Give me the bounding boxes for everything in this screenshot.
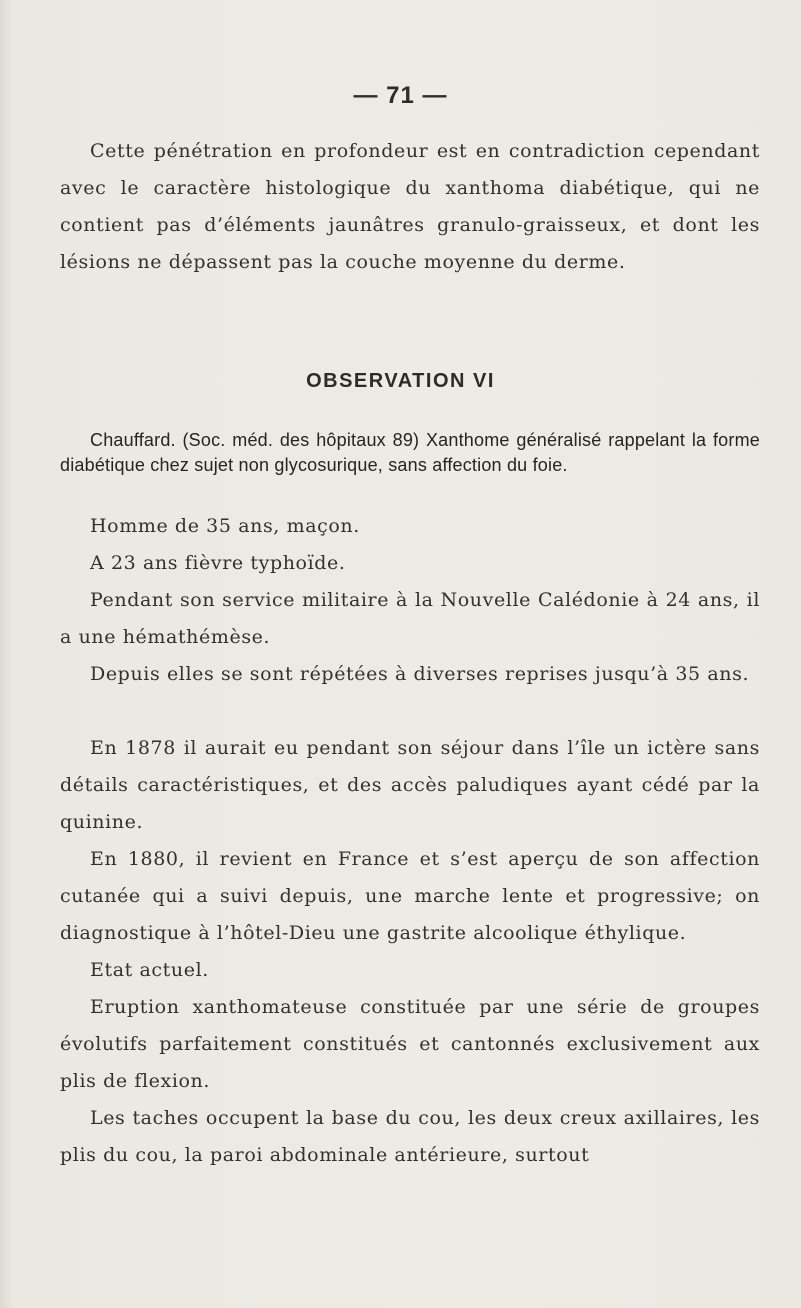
body-paragraph-taches: Les taches occupent la base du cou, les deux creux axillaires, les plis du cou, la paroi abdominale antérieure, surtout	[60, 1107, 760, 1166]
body-paragraph-service: Pendant son service militaire à la Nouvelle Calédonie à 24 ans, il a une hémathémèse.	[60, 589, 760, 648]
body-paragraph-1878: En 1878 il aurait eu pendant son séjour dans l’île un ictère sans détails caractéristiques, et des accès paludiques ayant cédé par la quinine.	[60, 737, 760, 833]
body-line-age: Homme de 35 ans, maçon.	[90, 515, 360, 537]
body-paragraph-eruption: Eruption xanthomateuse constituée par une série de groupes évolutifs parfaitement constitués et cantonnés exclusivement aux plis de flexion.	[60, 996, 760, 1092]
body-line-etat-actuel: Etat actuel.	[90, 959, 209, 981]
body-paragraph-1880: En 1880, il revient en France et s’est aperçu de son affection cutanée qui a suivi depuis, une marche lente et progressive; on diagnostique à l’hôtel-Dieu une gastrite alcoolique éthylique.	[60, 848, 760, 944]
body-line-typhoid: A 23 ans fièvre typhoïde.	[90, 552, 346, 574]
page-number: — 71 —	[353, 82, 448, 109]
paragraph-contradiction: Cette pénétration en profondeur est en contradiction cependant avec le caractère histologique du xanthoma diabétique, qui ne contient pas d’éléments jaunâtres granulo-graisseux, et dont les lésions ne dépassent pas la couche moyenne du derme.	[60, 140, 760, 273]
body-paragraph-repeated: Depuis elles se sont répétées à diverses reprises jusqu’à 35 ans.	[90, 663, 750, 685]
observation-heading: OBSERVATION VI	[306, 370, 495, 392]
observation-intro: Chauffard. (Soc. méd. des hôpitaux 89) Xanthome généralisé rappelant la forme diabétique chez sujet non glycosurique, sans affection du foie.	[60, 430, 760, 475]
